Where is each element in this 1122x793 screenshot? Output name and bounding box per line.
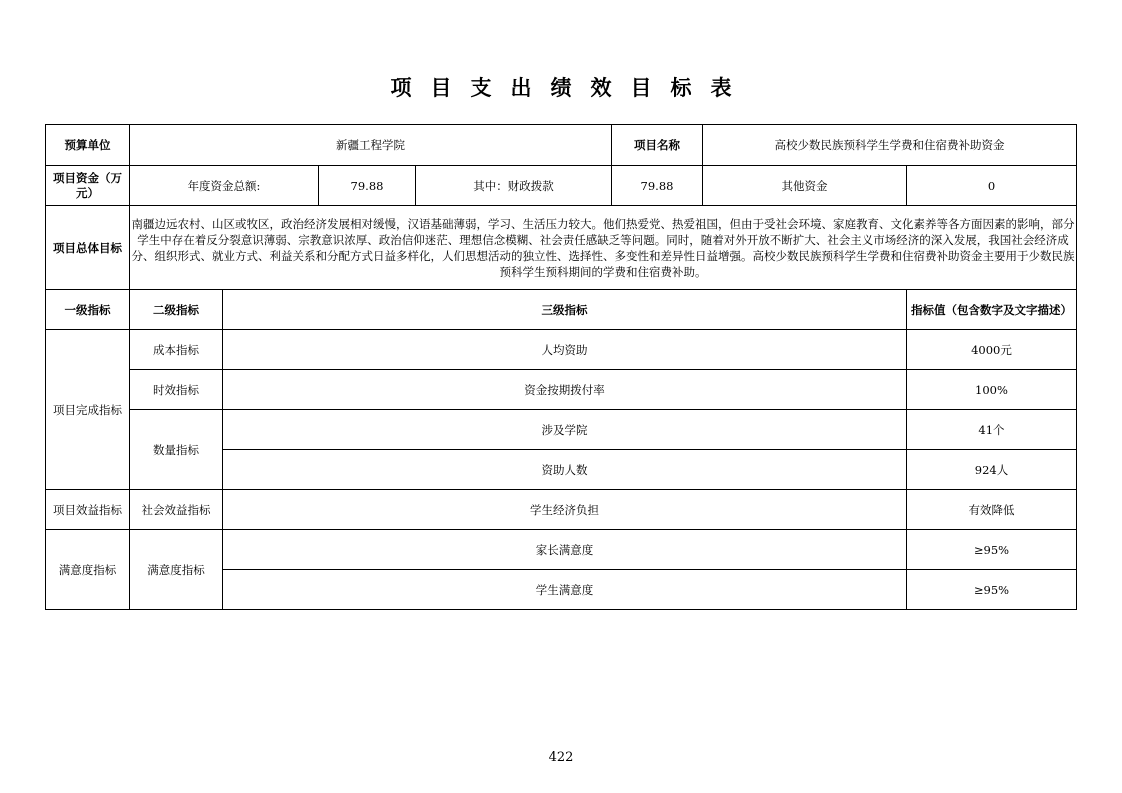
other-funds-label: 其他资金 <box>703 166 907 206</box>
goal-label: 项目总体目标 <box>46 206 130 290</box>
indicator-value: 100% <box>907 370 1077 410</box>
page-number: 422 <box>548 750 574 765</box>
indicator-value: ≥95% <box>907 530 1077 570</box>
indicator-name: 涉及学院 <box>223 410 907 450</box>
indicator-name: 家长满意度 <box>223 530 907 570</box>
table-row <box>46 410 1077 450</box>
table-row <box>46 530 1077 570</box>
indicator-value: ≥95% <box>907 570 1077 610</box>
other-funds-value: 0 <box>907 166 1077 206</box>
budget-unit-label: 预算单位 <box>46 125 130 166</box>
indicator-value: 41个 <box>907 410 1077 450</box>
sub-quantity: 数量指标 <box>130 410 223 490</box>
table-row <box>46 490 1077 530</box>
sub-cost: 成本指标 <box>130 330 223 370</box>
indicator-name: 资助人数 <box>223 450 907 490</box>
funds-label: 项目资金（万元） <box>46 166 130 206</box>
annual-total-value: 79.88 <box>319 166 416 206</box>
project-name-label: 项目名称 <box>612 125 703 166</box>
group-satisfaction: 满意度指标 <box>46 530 130 610</box>
indicator-name: 人均资助 <box>223 330 907 370</box>
sub-social: 社会效益指标 <box>130 490 223 530</box>
funds-row <box>46 166 1077 206</box>
performance-target-table <box>45 124 1077 610</box>
table-row <box>46 330 1077 370</box>
fiscal-amount: 79.88 <box>612 166 703 206</box>
indicator-value: 924人 <box>907 450 1077 490</box>
goal-row <box>46 206 1077 290</box>
project-name-value: 高校少数民族预科学生学费和住宿费补助资金 <box>703 125 1077 166</box>
header-level2: 二级指标 <box>130 290 223 330</box>
indicator-name: 学生满意度 <box>223 570 907 610</box>
group-completion: 项目完成指标 <box>46 330 130 490</box>
header-value: 指标值（包含数字及文字描述） <box>907 290 1077 330</box>
goal-text: 南疆边远农村、山区或牧区，政治经济发展相对缓慢，汉语基础薄弱，学习、生活压力较大。他们热爱党、热爱祖国，但由于受社会环境、家庭教育、文化素养等各方面因素的影响，部分学生中存在着反分裂意识薄弱、宗教意识浓厚、政治信仰迷茫、理想信念模糊、社会责任感缺乏等问题。同时，随着对外开放不断扩大、社会主义市场经济的深入发展，我国社会经济成分、组织形式、就业方式、利益关系和分配方式日益多样化，人们思想活动的独立性、选择性、多变性和差异性日益增强。高校少数民族预科学生学费和住宿费补助资金主要用于少数民族预科学生预科期间的学费和住宿费补助。 <box>130 206 1077 290</box>
page-title: 项目支出绩效目标表 <box>390 76 751 100</box>
indicator-value: 4000元 <box>907 330 1077 370</box>
annual-total-label: 年度资金总额: <box>130 166 319 206</box>
fiscal-label: 其中：财政拨款 <box>416 166 612 206</box>
group-benefit: 项目效益指标 <box>46 490 130 530</box>
budget-unit-value: 新疆工程学院 <box>130 125 612 166</box>
header-level3: 三级指标 <box>223 290 907 330</box>
header-row <box>46 290 1077 330</box>
header-level1: 一级指标 <box>46 290 130 330</box>
indicator-name: 资金按期拨付率 <box>223 370 907 410</box>
budget-unit-row <box>46 125 1077 166</box>
sub-satisfaction: 满意度指标 <box>130 530 223 610</box>
table-row <box>46 370 1077 410</box>
indicator-name: 学生经济负担 <box>223 490 907 530</box>
indicator-value: 有效降低 <box>907 490 1077 530</box>
sub-time: 时效指标 <box>130 370 223 410</box>
